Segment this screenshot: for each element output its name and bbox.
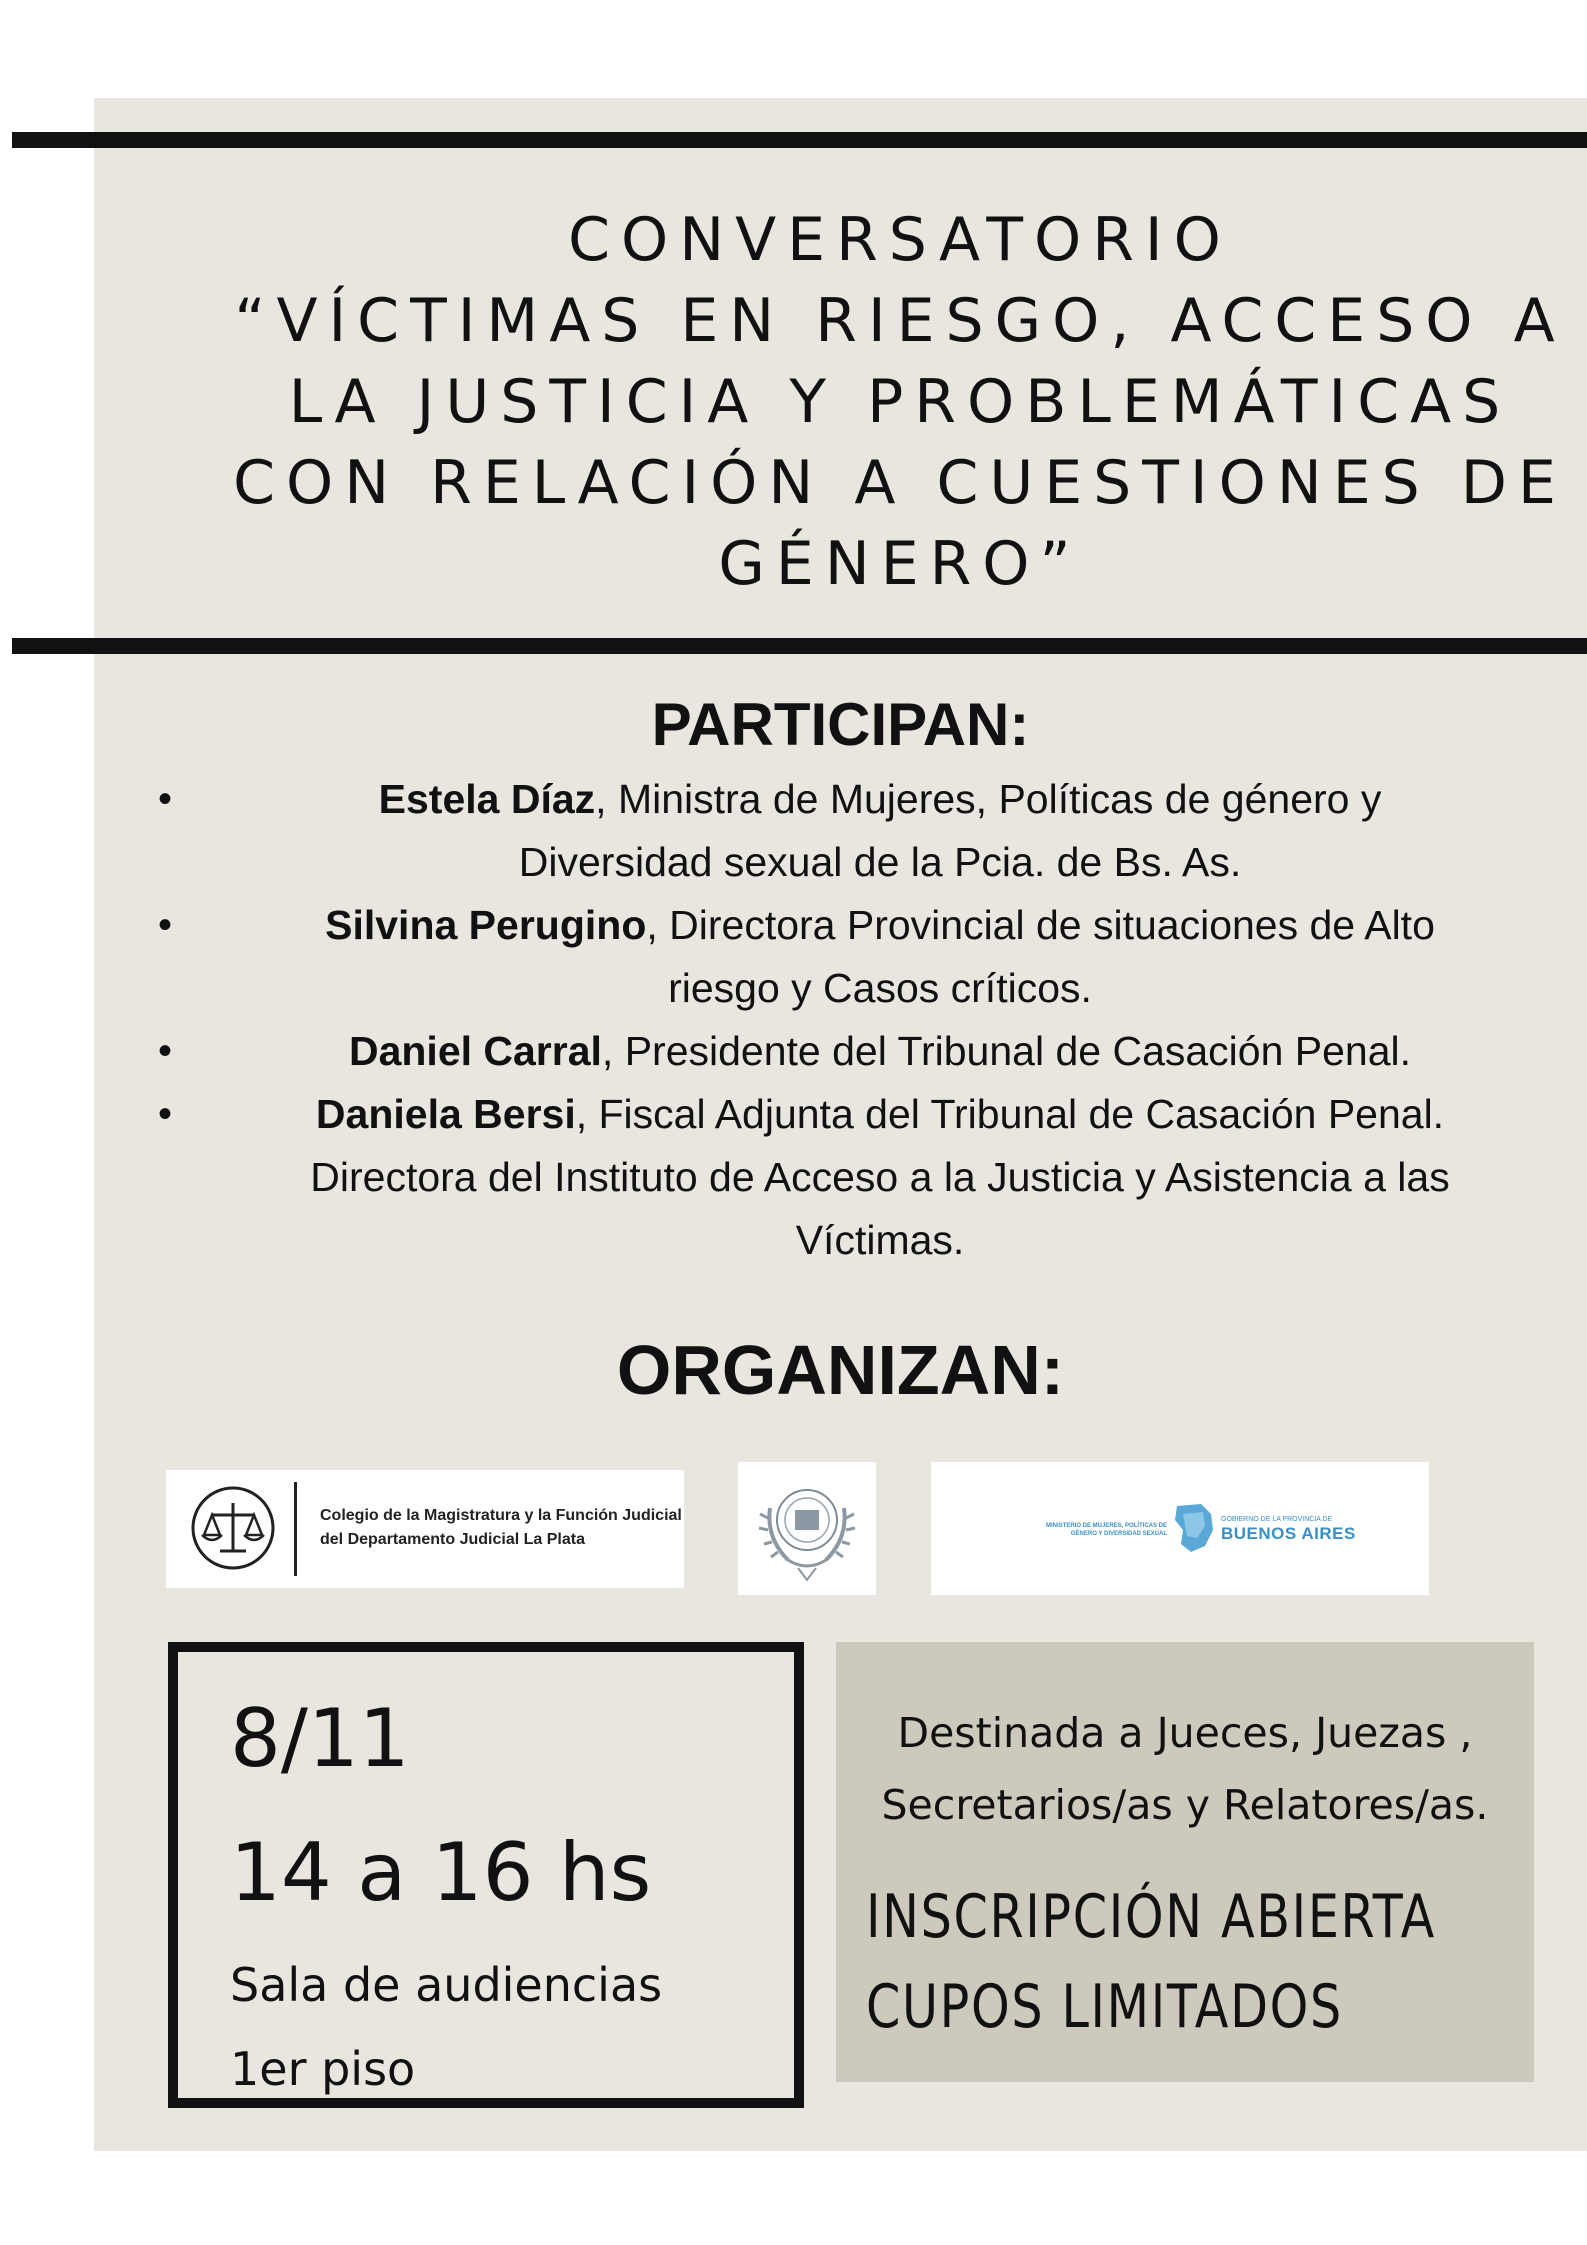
title-line: LA JUSTICIA Y PROBLEMÁTICAS [288, 367, 1512, 437]
buenos-aires-logo [931, 1462, 1429, 1595]
colegio-name [320, 1504, 682, 1552]
audience-line: Secretarios/as y Relatores/as. [881, 1781, 1489, 1829]
participants-list [150, 768, 1550, 1272]
event-hours: 14 a 16 hs [230, 1826, 652, 1919]
colegio-logo [166, 1470, 684, 1588]
bottom-rule [12, 638, 1587, 654]
institution-seal-logo [738, 1462, 876, 1595]
registration-open-text: INSCRIPCIÓN ABIERTA [866, 1882, 1436, 1952]
event-datetime-box [168, 1642, 804, 2108]
participant-item [150, 1083, 1550, 1272]
organizers-heading: ORGANIZAN: [616, 1331, 1065, 1409]
ministry-name: MINISTERIO DE MUJERES, POLÍTICAS DE GÉNERO Y DIVERSIDAD SEXUAL [1045, 1523, 1167, 1537]
colegio-name-line: Colegio de la Magistratura y la Función Judicial [320, 1507, 682, 1524]
bullet-icon: • [158, 903, 173, 947]
participant-role: Diversidad sexual de la Pcia. de Bs. As. [518, 839, 1242, 885]
buenos-aires-label: BUENOS AIRES [1221, 1524, 1356, 1543]
limited-seats-text: CUPOS LIMITADOS [866, 1972, 1343, 2042]
participant-name: Daniela Bersi [315, 1091, 576, 1137]
participant-name: Silvina Perugino [325, 902, 647, 948]
audience-text [836, 1697, 1534, 1841]
audience-line: Destinada a Jueces, Juezas , [897, 1709, 1473, 1757]
title-line: CONVERSATORIO [568, 205, 1232, 275]
participant-name: Estela Díaz [378, 776, 596, 822]
title-line: GÉNERO” [718, 529, 1082, 599]
participant-role: , Directora Provincial de situaciones de Alto [646, 902, 1435, 948]
participant-role: Víctimas. [795, 1217, 965, 1263]
event-title [230, 200, 1570, 605]
participant-role: riesgo y Casos críticos. [668, 965, 1092, 1011]
event-floor: 1er piso [230, 2042, 416, 2096]
laurel-seal-icon [748, 1468, 866, 1588]
audience-info-box [836, 1642, 1534, 2082]
participant-role: , Presidente del Tribunal de Casación Penal. [601, 1028, 1412, 1074]
participant-item [150, 1020, 1550, 1083]
top-rule [12, 132, 1587, 148]
bullet-icon: • [158, 777, 173, 821]
bullet-icon: • [158, 1092, 173, 1136]
event-room: Sala de audiencias [230, 1958, 663, 2012]
participant-role: , Fiscal Adjunta del Tribunal de Casación Penal. [575, 1091, 1445, 1137]
bullet-icon: • [158, 1029, 173, 1073]
participant-role: Directora del Instituto de Acceso a la Justicia y Asistencia a las [310, 1154, 1450, 1200]
scales-of-justice-icon [190, 1485, 276, 1571]
province-map-icon [1171, 1500, 1217, 1556]
participants-heading: PARTICIPAN: [651, 691, 1030, 758]
logo-divider [294, 1482, 297, 1576]
colegio-name-line: del Departamento Judicial La Plata [320, 1531, 585, 1548]
participant-role: , Ministra de Mujeres, Políticas de género y [595, 776, 1382, 822]
title-line: “VÍCTIMAS EN RIESGO, ACCESO A [234, 286, 1566, 356]
participant-name: Daniel Carral [348, 1028, 602, 1074]
title-line: CON RELACIÓN A CUESTIONES DE [233, 448, 1567, 518]
participant-item [150, 768, 1550, 894]
participant-item [150, 894, 1550, 1020]
gobierno-label: GOBIERNO DE LA PROVINCIA DE [1221, 1516, 1333, 1523]
event-date: 8/11 [230, 1692, 410, 1785]
